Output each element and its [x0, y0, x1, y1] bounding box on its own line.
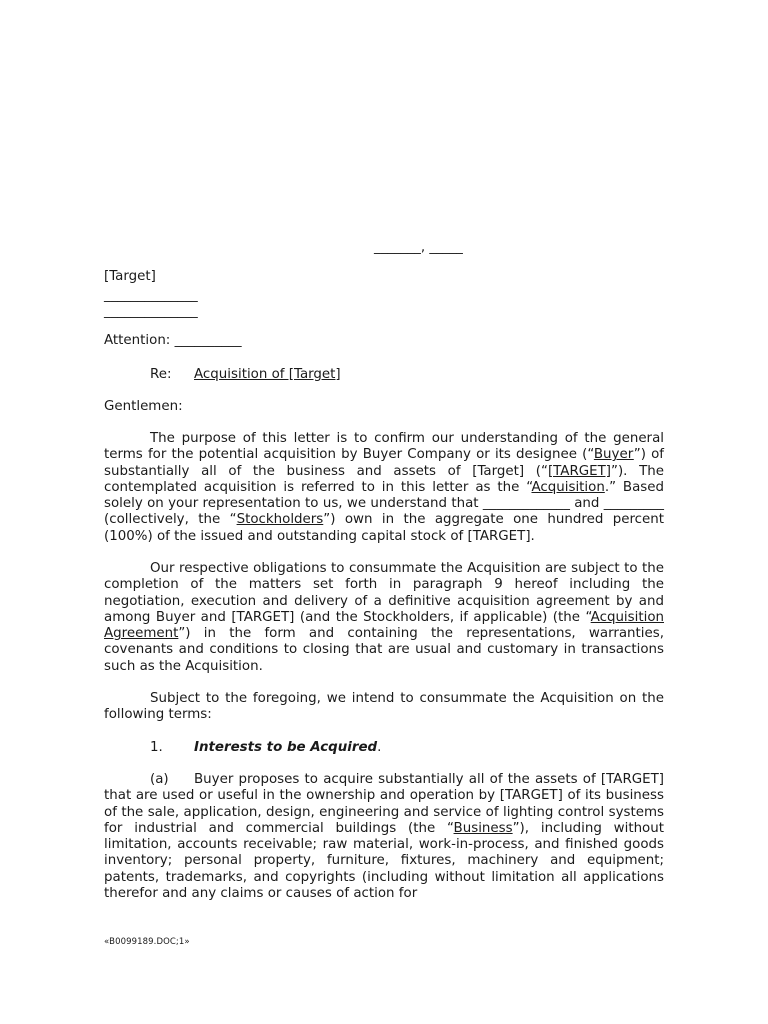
- date-line: _______, _____: [374, 240, 463, 255]
- re-subject: Acquisition of [Target]: [194, 367, 341, 382]
- re-label: Re:: [150, 367, 172, 382]
- term-acquisition: Acquisition: [531, 479, 605, 495]
- section-1-number: 1.: [150, 740, 163, 755]
- term-stockholders: Stockholders: [236, 512, 324, 528]
- term-business: Business: [453, 820, 513, 836]
- recipient-name: [Target]: [104, 269, 156, 284]
- term-target: [TARGET]: [547, 463, 612, 479]
- term-buyer: Buyer: [593, 447, 634, 463]
- re-line: [104, 367, 664, 383]
- section-1-heading: 1. Interests to be Acquired.: [150, 740, 382, 755]
- salutation: Gentlemen:: [104, 399, 183, 414]
- attention-line: Attention: __________: [104, 333, 242, 348]
- term-acquisition-agreement: Acquisition Agreement: [104, 609, 664, 642]
- paragraph-obligations: Our respective obligations to consummate the Acquisition are subject to the completion of the matters set forth in paragraph 9 hereof including the negotiation, execution and delivery of a definitive acquisition agreement by and among Buyer and [TARGET] (and the Stockholders, if applicable) (the “Acquisition Agreement”) in the form and containing the representations, warranties, covenants and conditions to closing that are usual and customary in transactions such as the Acquisition.: [104, 561, 664, 674]
- recipient-address-line-1: ______________: [104, 288, 198, 303]
- document-footer-id: «B0099189.DOC;1»: [104, 937, 190, 947]
- recipient-address-line-2: ______________: [104, 304, 198, 319]
- paragraph-1a: (a) Buyer proposes to acquire substantially all of the assets of [TARGET] that are used or useful in the ownership and operation by [TARGET] of its business of the sale, application, design, engineering and service of lighting control systems for industrial and commercial buildings (the “Business”), including without limitation, accounts receivable; raw material, work-in-process, and finished goods inventory; personal property, furniture, fixtures, machinery and equipment; patents, trademarks, and copyrights (including without limitation all applications therefor and any claims or causes of action for: [104, 772, 664, 902]
- paragraph-terms-intro: Subject to the foregoing, we intend to consummate the Acquisition on the following terms:: [104, 691, 664, 723]
- section-1-title: Interests to be Acquired: [194, 740, 378, 755]
- paragraph-1a-label: (a): [150, 772, 169, 787]
- paragraph-purpose: The purpose of this letter is to confirm our understanding of the general terms for the potential acquisition by Buyer Company or its designee (“Buyer”) of substantially all of the business and assets of [Target] (“[TARGET]”). The contemplated acquisition is referred to in this letter as the “Acquisition.” Based solely on your representation to us, we understand that _____________ and _________ (collectively, the “Stockholders”) own in the aggregate one hundred percent (100%) of the issued and outstanding capital stock of [TARGET].: [104, 431, 665, 544]
